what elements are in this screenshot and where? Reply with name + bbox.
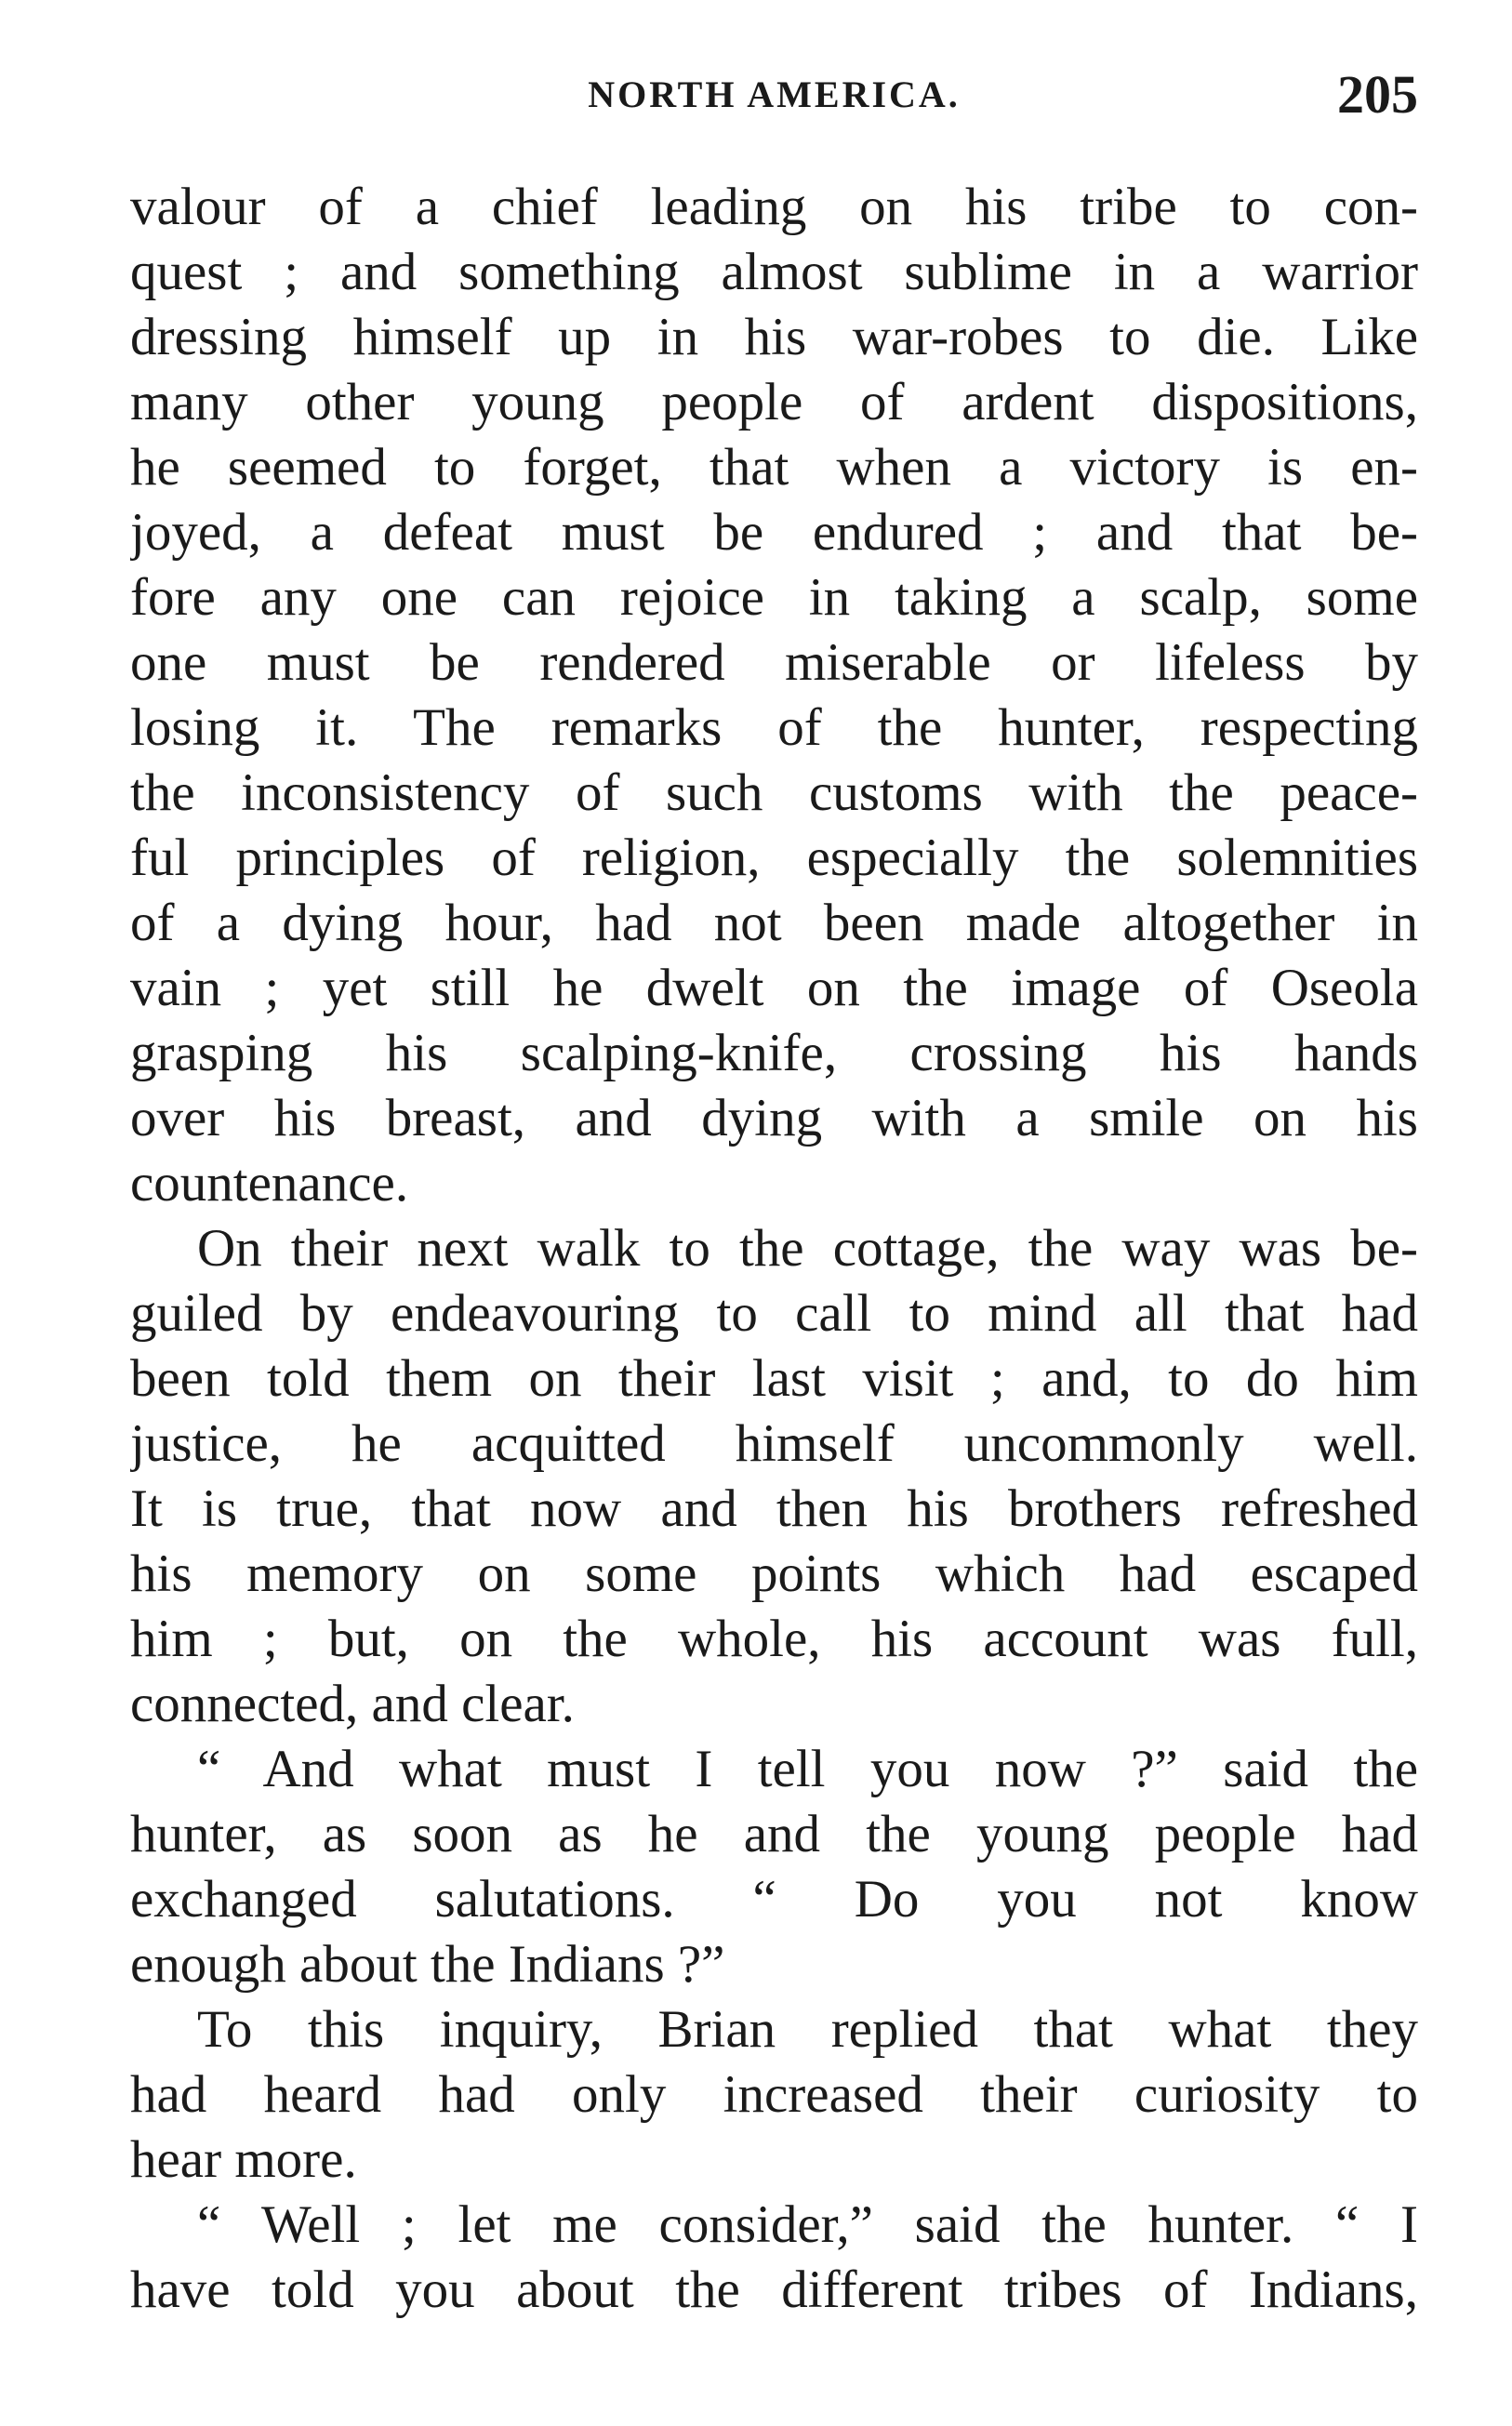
text-line: one must be rendered miserable or lifeless by: [130, 633, 1418, 692]
text-line: ful principles of religion, especially the solemnities: [130, 829, 1418, 887]
text-line: countenance.: [130, 1154, 409, 1213]
text-line: joyed, a defeat must be endured ; and that be-: [130, 503, 1418, 562]
text-line: enough about the Indians ?”: [130, 1935, 725, 1994]
page-header: [130, 64, 1418, 132]
text-line: fore any one can rejoice in taking a scalp, some: [130, 568, 1418, 627]
text-line: dressing himself up in his war-robes to die. Like: [130, 308, 1418, 366]
text-line: had heard had only increased their curiosity to: [130, 2065, 1418, 2124]
text-line: exchanged salutations. “ Do you not know: [130, 1870, 1418, 1929]
text-line: vain ; yet still he dwelt on the image of Oseola: [130, 959, 1418, 1017]
text-line: “ And what must I tell you now ?” said the: [197, 1740, 1418, 1798]
text-line: he seemed to forget, that when a victory is en-: [130, 438, 1418, 497]
text-line: hunter, as soon as he and the young people had: [130, 1805, 1418, 1863]
text-line: him ; but, on the whole, his account was full,: [130, 1610, 1418, 1668]
body-text: [130, 175, 1418, 2323]
text-line: grasping his scalping-knife, crossing his hands: [130, 1024, 1418, 1082]
text-line: It is true, that now and then his brothers refreshed: [130, 1479, 1418, 1538]
text-line: been told them on their last visit ; and, to do him: [130, 1349, 1418, 1408]
text-line: hear more.: [130, 2130, 357, 2189]
text-line: the inconsistency of such customs with the peace-: [130, 763, 1418, 822]
text-line: have told you about the different tribes of Indians,: [130, 2260, 1418, 2319]
text-line: justice, he acquitted himself uncommonly well.: [130, 1414, 1418, 1473]
text-line: quest ; and something almost sublime in a warrior: [130, 243, 1418, 301]
running-title: NORTH AMERICA.: [588, 73, 961, 115]
text-line: “ Well ; let me consider,” said the hunter. “ I: [197, 2195, 1418, 2254]
text-line: of a dying hour, had not been made altogether in: [130, 894, 1418, 952]
text-line: many other young people of ardent dispositions,: [130, 373, 1418, 431]
text-line: over his breast, and dying with a smile on his: [130, 1089, 1418, 1147]
text-line: his memory on some points which had escaped: [130, 1544, 1418, 1603]
text-line: losing it. The remarks of the hunter, respecting: [130, 698, 1418, 757]
text-line: On their next walk to the cottage, the way was be-: [197, 1219, 1418, 1278]
text-line: connected, and clear.: [130, 1675, 575, 1733]
text-line: To this inquiry, Brian replied that what they: [197, 2000, 1418, 2059]
text-line: valour of a chief leading on his tribe to con-: [130, 178, 1418, 236]
page-number: 205: [1337, 64, 1418, 125]
text-line: guiled by endeavouring to call to mind all that had: [130, 1284, 1418, 1343]
